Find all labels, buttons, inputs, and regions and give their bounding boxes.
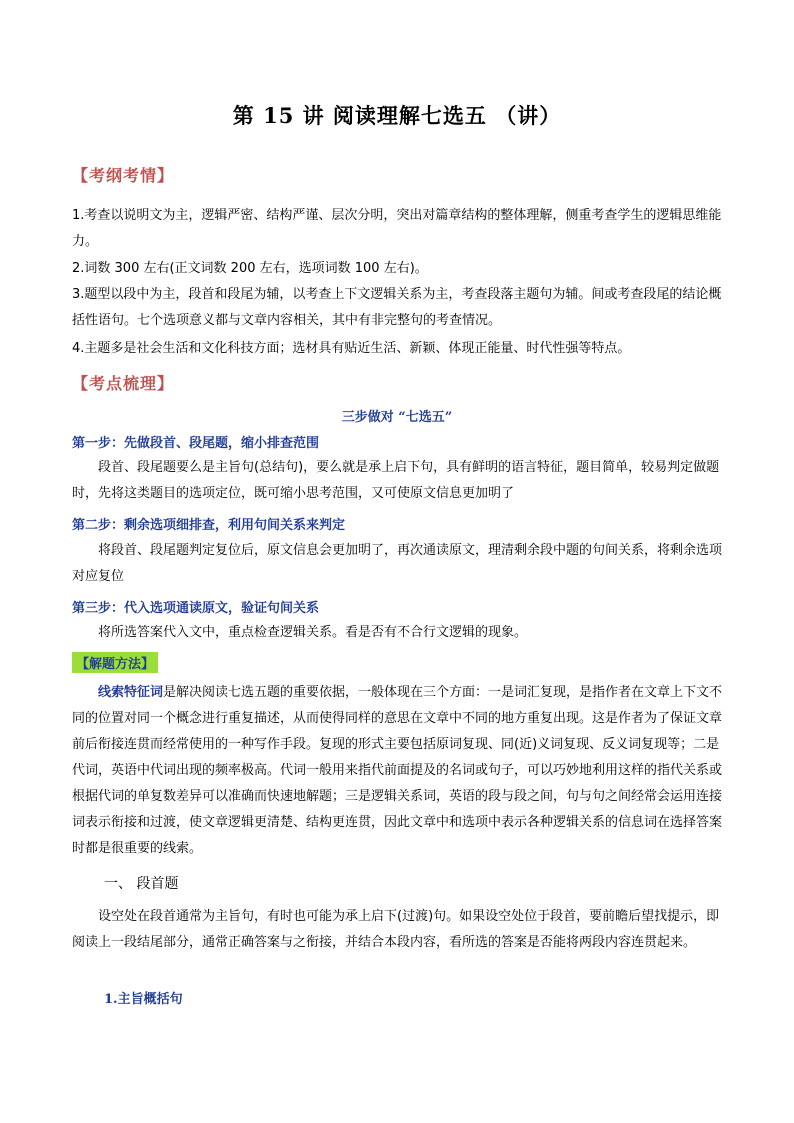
step1-text: 段首、段尾题要么是主旨句(总结句)，要么就是承上启下句，具有鲜明的语言特征，题目简单，较易判定做题时，先将这类题目的选项定位，既可缩小思考范围，又可使原文信息更加明了 (72, 460, 720, 501)
step2-title: 第二步：剩余选项细排查，利用句间关系来判定 (72, 518, 346, 533)
method-tag: 【解题方法】 (72, 652, 158, 673)
syllabus-item-4: 4.主题多是社会生活和文化科技方面；选材具有贴近生活、新颖、体现正能量、时代性强等特点。 (72, 341, 631, 356)
page-title: 第 15 讲 阅读理解七选五 （讲） (232, 103, 562, 128)
part1-text: 设空处在段首通常为主旨句，有时也可能为承上启下(过渡)句。如果设空处位于段首，要前瞻后望找提示，即阅读上一段结尾部分，通常正确答案与之衔接，并结合本段内容，看所选的答案是否能将两段内容连贯起来。 (72, 909, 720, 950)
three-steps-title: 三步做对 “七选五” (341, 410, 453, 425)
syllabus-item-3: 3.题型以段中为主，段首和段尾为辅，以考查上下文逻辑关系为主，考查段落主题句为辅。间或考查段尾的结论概括性语句。七个选项意义都与文章内容相关，其中有非完整句的考查情况。 (72, 287, 722, 328)
step1-title: 第一步：先做段首、段尾题，缩小排查范围 (72, 436, 320, 451)
part1-subheading: 1.主旨概括句 (104, 992, 183, 1007)
method-text (72, 680, 727, 862)
method-body: 是解决阅读七选五题的重要依据，一般体现在三个方面：一是词汇复现，是指作者在文章上下文不同的位置对同一个概念进行重复描述，从而使得同样的意思在文章中不同的地方重复出现。这是作者为了保证文章前后衔接连贯而经常使用的一种写作手段。复现的形式主要包括原词复现、同(近)义词复现、反义词复现等；二是代词，英语中代词出现的频率极高。代词一般用来指代前面提及的名词或句子，可以巧妙地利用这样的指代关系或根据代词的单复数差异可以准确而快速地解题；三是逻辑关系词，英语的段与段之间，句与句之间经常会运用连接词表示衔接和过渡，使文章逻辑更清楚、结构更连贯，因此文章中和选项中表示各种逻辑关系的信息词在选择答案时都是很重要的线索。 (72, 685, 723, 856)
step2-text: 将段首、段尾题判定复位后，原文信息会更加明了，再次通读原文，理清剩余段中题的句间关系，将剩余选项对应复位 (72, 543, 723, 584)
syllabus-item-2: 2.词数 300 左右(正文词数 200 左右，选项词数 100 左右)。 (72, 261, 428, 276)
step3-text: 将所选答案代入文中，重点检查逻辑关系。看是否有不合行文逻辑的现象。 (98, 625, 528, 640)
section-heading-syllabus: 【考纲考情】 (72, 166, 175, 185)
step3-title: 第三步：代入选项通读原文，验证句间关系 (72, 601, 320, 616)
part1-heading: 一、 段首题 (104, 876, 179, 892)
syllabus-item-1: 1.考查以说明文为主，逻辑严密、结构严谨、层次分明，突出对篇章结构的整体理解，侧重考查学生的逻辑思维能力。 (72, 208, 722, 249)
clue-word: 线索特征词 (98, 685, 164, 700)
section-heading-points: 【考点梳理】 (72, 374, 175, 393)
